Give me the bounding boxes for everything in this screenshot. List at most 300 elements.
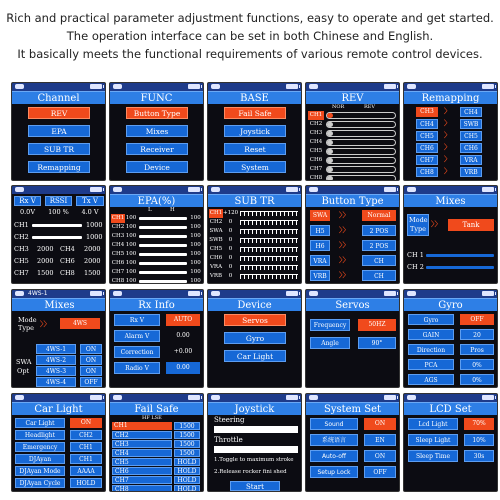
rx-info-value[interactable]: AUTO bbox=[166, 314, 200, 326]
menu-item-device[interactable]: Device bbox=[126, 161, 188, 173]
screen-title: LCD Set bbox=[404, 402, 497, 415]
rx-channel-value: 2000 bbox=[84, 245, 101, 253]
epa-channel: CH4 bbox=[111, 242, 125, 248]
fail-safe-channel: CH8 bbox=[112, 485, 172, 492]
system-setting-value[interactable]: ON bbox=[364, 450, 396, 462]
subtr-channel: VRB bbox=[209, 273, 223, 279]
epa-high-value[interactable]: 100 bbox=[190, 233, 201, 239]
rev-toggle[interactable] bbox=[326, 112, 396, 119]
rev-toggle[interactable] bbox=[326, 166, 396, 173]
car-icon bbox=[113, 395, 122, 400]
remap-target[interactable]: CH5 bbox=[460, 131, 482, 141]
remap-target[interactable]: SWB bbox=[460, 119, 482, 129]
joystick-screen bbox=[207, 393, 302, 492]
car-icon bbox=[407, 84, 416, 89]
mode-label: Mode bbox=[409, 216, 428, 224]
battery-icon bbox=[188, 187, 200, 192]
screen-title: Joystick bbox=[208, 402, 301, 415]
mixes-mode-value[interactable]: 4WS bbox=[60, 318, 100, 329]
rx-channel-value: 2000 bbox=[37, 257, 54, 265]
gyro-value[interactable]: OFF bbox=[460, 314, 494, 325]
epa-low-value[interactable]: 100 bbox=[125, 278, 137, 284]
system-setting-label: 系统语言 bbox=[310, 434, 358, 446]
menu-item-car-light[interactable]: Car Light bbox=[224, 350, 286, 362]
start-button[interactable]: Start bbox=[230, 481, 280, 491]
angle-value[interactable]: 90° bbox=[358, 337, 396, 349]
subtr-value[interactable]: +120 bbox=[223, 210, 239, 216]
epa-channel: CH8 bbox=[111, 278, 125, 284]
screen-title: Rx Info bbox=[110, 298, 203, 311]
rx-info-value[interactable]: 0.00 bbox=[166, 362, 200, 374]
car-light-value[interactable]: CH1 bbox=[70, 454, 102, 464]
chevron-right-icon: 〉〉 bbox=[40, 320, 51, 328]
epa-channel: CH3 bbox=[111, 233, 125, 239]
gyro-label: Direction bbox=[408, 344, 454, 355]
status-bar bbox=[110, 83, 203, 91]
gyro-label: Gyro bbox=[408, 314, 454, 325]
status-bar bbox=[404, 394, 497, 402]
car-icon bbox=[211, 291, 220, 296]
chevron-right-icon: 〉 bbox=[444, 107, 451, 115]
battery-icon bbox=[286, 395, 298, 400]
fail-safe-screen bbox=[109, 393, 204, 492]
battery-icon bbox=[90, 187, 102, 192]
car-icon bbox=[211, 187, 220, 192]
remap-source[interactable]: CH3 bbox=[416, 107, 438, 117]
fail-safe-value[interactable]: HOLD bbox=[174, 458, 200, 466]
mix-option-state[interactable]: ON bbox=[80, 355, 102, 365]
car-light-value[interactable]: CH1 bbox=[70, 442, 102, 452]
lcd-setting-value[interactable]: 70% bbox=[464, 418, 494, 430]
menu-item-mixes[interactable]: Mixes bbox=[126, 125, 188, 137]
gyro-value[interactable]: 0% bbox=[460, 374, 494, 385]
fail-safe-value[interactable]: HOLD bbox=[174, 485, 200, 492]
screen-title: Channel bbox=[12, 91, 105, 104]
screen-title: Mixes bbox=[404, 194, 497, 207]
menu-item-servos[interactable]: Servos bbox=[224, 314, 286, 326]
epa-low-value[interactable]: 100 bbox=[125, 269, 137, 275]
car-light-value[interactable]: CH2 bbox=[70, 430, 102, 440]
lcd-setting-value[interactable]: 10% bbox=[464, 434, 494, 446]
screen-title: Remapping bbox=[404, 91, 497, 104]
car-icon bbox=[309, 187, 318, 192]
frequency-value[interactable]: 50HZ bbox=[358, 319, 396, 331]
epa-high-value[interactable]: 100 bbox=[190, 242, 201, 248]
rx-status-screen bbox=[11, 185, 106, 284]
epa-screen bbox=[109, 185, 204, 284]
button-name: H6 bbox=[310, 240, 330, 251]
rx-channel-value: 1500 bbox=[84, 269, 101, 277]
rx-channel-label: CH8 bbox=[60, 269, 75, 277]
fail-safe-value[interactable]: HOLD bbox=[174, 476, 200, 484]
status-bar bbox=[208, 290, 301, 298]
angle-label: Angle bbox=[310, 337, 350, 349]
channel-screen bbox=[11, 82, 106, 181]
screen-body bbox=[306, 311, 400, 388]
car-light-label: DJAyan bbox=[15, 454, 65, 464]
screen-body bbox=[12, 194, 106, 277]
screen-title: FUNC bbox=[110, 91, 203, 104]
screen-body bbox=[110, 207, 204, 284]
mix-option[interactable]: 4WS-2 bbox=[36, 355, 76, 365]
rx-info-value[interactable]: 0.00 bbox=[166, 330, 200, 342]
epa-high-value[interactable]: 100 bbox=[190, 224, 201, 230]
rx-channel-value: 2000 bbox=[84, 257, 101, 265]
tx-v-header: Tx V bbox=[76, 196, 104, 206]
remap-target[interactable]: CH6 bbox=[460, 143, 482, 153]
car-icon bbox=[309, 395, 318, 400]
epa-channel: CH7 bbox=[111, 269, 125, 275]
subtr-value[interactable]: 0 bbox=[228, 264, 233, 270]
epa-high-value[interactable]: 100 bbox=[190, 215, 201, 221]
subtr-slider[interactable] bbox=[240, 247, 298, 252]
swa-label: SWA bbox=[16, 358, 32, 366]
subtr-channel: SWB bbox=[209, 237, 223, 243]
mix-option[interactable]: 4WS-4 bbox=[36, 377, 76, 387]
car-light-label: Headlight bbox=[15, 430, 65, 440]
mix-option-state[interactable]: ON bbox=[80, 366, 102, 376]
opt-label: Opt bbox=[17, 367, 30, 375]
status-bar bbox=[208, 394, 301, 402]
rssi-value: 100 % bbox=[48, 208, 69, 216]
rev-toggle-knob bbox=[327, 158, 333, 163]
battery-icon bbox=[286, 187, 298, 192]
car-light-value[interactable]: HOLD bbox=[70, 478, 102, 488]
screen-body bbox=[404, 207, 498, 284]
menu-item-receiver[interactable]: Receiver bbox=[126, 143, 188, 155]
lcd-setting-label: Lcd Light bbox=[408, 418, 458, 430]
rev-toggle[interactable] bbox=[326, 121, 396, 128]
screen-title: BASE bbox=[208, 91, 301, 104]
caption-line-2: The operation interface can be set in both Chinese and English. bbox=[66, 29, 434, 43]
fail-safe-value[interactable]: 1500 bbox=[174, 422, 200, 430]
remap-source[interactable]: CH4 bbox=[416, 119, 438, 129]
battery-icon bbox=[384, 291, 396, 296]
epa-bar bbox=[139, 244, 187, 247]
fail-safe-header: HF LSE bbox=[142, 415, 162, 421]
rev-toggle[interactable] bbox=[326, 157, 396, 164]
epa-bar bbox=[139, 235, 187, 238]
battery-icon bbox=[286, 84, 298, 89]
button-type-value[interactable]: 2 POS bbox=[362, 240, 396, 251]
frequency-label: Frequency bbox=[310, 319, 350, 331]
fail-safe-channel: CH6 bbox=[112, 467, 172, 475]
rx-channel-value: 1500 bbox=[37, 269, 54, 277]
func-screen bbox=[109, 82, 204, 181]
status-bar bbox=[208, 186, 301, 194]
battery-icon bbox=[482, 84, 494, 89]
battery-icon bbox=[482, 395, 494, 400]
remap-target[interactable]: CH4 bbox=[460, 107, 482, 117]
status-bar bbox=[404, 186, 497, 194]
subtr-channel: VRA bbox=[209, 264, 223, 270]
system-setting-label: Sound bbox=[310, 418, 358, 430]
rev-col-nor: NOR bbox=[332, 104, 345, 110]
car-light-label: DJAyan Cycle bbox=[15, 478, 65, 488]
subtr-slider[interactable] bbox=[240, 211, 298, 216]
remap-target[interactable]: VRB bbox=[460, 167, 482, 177]
car-light-label: DJAyan Mode bbox=[15, 466, 65, 476]
car-light-value[interactable]: AAAA bbox=[70, 466, 102, 476]
rx-info-value[interactable]: +0.00 bbox=[166, 346, 200, 358]
throttle-label: Throttle bbox=[214, 436, 243, 444]
car-light-value[interactable]: ON bbox=[70, 418, 102, 428]
subtr-slider[interactable] bbox=[240, 265, 298, 270]
rev-toggle[interactable] bbox=[326, 175, 396, 181]
gyro-label: PCA bbox=[408, 359, 454, 370]
subtr-value[interactable]: 0 bbox=[228, 237, 233, 243]
system-setting-value[interactable]: EN bbox=[364, 434, 396, 446]
subtr-channel: CH5 bbox=[209, 246, 223, 252]
ch2-label: CH 2 bbox=[407, 263, 424, 271]
device-screen bbox=[207, 289, 302, 388]
car-light-screen bbox=[11, 393, 106, 492]
battery-icon bbox=[188, 395, 200, 400]
car-icon bbox=[15, 84, 24, 89]
system-setting-value[interactable]: OFF bbox=[364, 466, 396, 478]
screen-body bbox=[404, 415, 498, 492]
subtr-slider[interactable] bbox=[240, 256, 298, 261]
rx-channel-label: CH1 bbox=[14, 221, 29, 229]
throttle-bar bbox=[214, 446, 298, 453]
screen-title: Mixes bbox=[12, 298, 106, 311]
subtr-value[interactable]: 0 bbox=[228, 246, 233, 252]
button-name: VRB bbox=[310, 270, 330, 281]
epa-bar bbox=[139, 271, 187, 274]
menu-item-system[interactable]: System bbox=[224, 161, 286, 173]
fail-safe-channel: CH7 bbox=[112, 476, 172, 484]
chevron-right-icon: 〉〉 bbox=[339, 256, 350, 264]
screen-body bbox=[110, 311, 204, 388]
fail-safe-value[interactable]: 1500 bbox=[174, 440, 200, 448]
rx-channel-value: 1000 bbox=[86, 221, 103, 229]
button-name: VRA bbox=[310, 255, 330, 266]
screen-title: SUB TR bbox=[208, 194, 301, 207]
menu-item-epa[interactable]: EPA bbox=[28, 125, 90, 137]
rev-toggle[interactable] bbox=[326, 139, 396, 146]
menu-item-fail-safe[interactable]: Fail Safe bbox=[224, 107, 286, 119]
rev-channel-label: CH3 bbox=[309, 130, 323, 136]
rev-toggle-knob bbox=[327, 149, 333, 154]
screen-body bbox=[12, 415, 106, 492]
car-icon bbox=[15, 291, 24, 296]
rev-toggle-knob bbox=[327, 122, 333, 127]
chevron-right-icon: 〉〉 bbox=[431, 220, 442, 228]
screen-title: Device bbox=[208, 298, 301, 311]
epa-low-value[interactable]: 100 bbox=[125, 233, 137, 239]
screen-body bbox=[110, 415, 204, 492]
rx-v-value: 0.0V bbox=[19, 208, 36, 216]
epa-low-value[interactable]: 100 bbox=[125, 215, 137, 221]
rev-col-rev: REV bbox=[364, 104, 376, 110]
rev-toggle[interactable] bbox=[326, 130, 396, 137]
car-icon bbox=[211, 84, 220, 89]
car-icon bbox=[15, 395, 24, 400]
subtr-value[interactable]: 0 bbox=[228, 219, 233, 225]
rx-info-screen bbox=[109, 289, 204, 388]
status-bar bbox=[110, 290, 203, 298]
status-bar bbox=[110, 394, 203, 402]
mix-option[interactable]: 4WS-1 bbox=[36, 344, 76, 354]
subtr-slider[interactable] bbox=[240, 220, 298, 225]
gyro-label: AGS bbox=[408, 374, 454, 385]
chevron-right-icon: 〉 bbox=[444, 143, 451, 151]
screen-body bbox=[208, 415, 302, 492]
epa-low-value[interactable]: 100 bbox=[125, 260, 137, 266]
subtr-value[interactable]: 0 bbox=[228, 228, 233, 234]
screen-title: Gyro bbox=[404, 298, 497, 311]
button-type-value[interactable]: CH bbox=[362, 270, 396, 281]
car-icon bbox=[113, 84, 122, 89]
remap-source[interactable]: CH8 bbox=[416, 167, 438, 177]
type-label: Type bbox=[410, 225, 427, 233]
battery-icon bbox=[384, 187, 396, 192]
remap-source[interactable]: CH7 bbox=[416, 155, 438, 165]
rev-screen bbox=[305, 82, 400, 181]
epa-channel: CH5 bbox=[111, 251, 125, 257]
car-icon bbox=[15, 187, 24, 192]
epa-bar bbox=[139, 280, 187, 283]
rev-toggle[interactable] bbox=[326, 148, 396, 155]
screen-body bbox=[306, 415, 400, 492]
servos-screen bbox=[305, 289, 400, 388]
status-bar bbox=[306, 290, 399, 298]
epa-low-value[interactable]: 100 bbox=[125, 242, 137, 248]
button-type-value[interactable]: 2 POS bbox=[362, 225, 396, 236]
subtr-value[interactable]: 0 bbox=[228, 255, 233, 261]
car-icon bbox=[113, 291, 122, 296]
lcd-setting-label: Sleep Light bbox=[408, 434, 458, 446]
rssi-header: RSSI bbox=[45, 196, 72, 206]
system-set-screen bbox=[305, 393, 400, 492]
subtr-value[interactable]: 0 bbox=[228, 273, 233, 279]
screen-title: System Set bbox=[306, 402, 399, 415]
menu-item-reset[interactable]: Reset bbox=[224, 143, 286, 155]
menu-item-remapping[interactable]: Remapping bbox=[28, 161, 90, 173]
epa-h-label: H bbox=[170, 207, 175, 213]
epa-low-value[interactable]: 100 bbox=[125, 224, 137, 230]
menu-item-joystick[interactable]: Joystick bbox=[224, 125, 286, 137]
fail-safe-value[interactable]: HOLD bbox=[174, 467, 200, 475]
subtr-slider[interactable] bbox=[240, 274, 298, 279]
gyro-value[interactable]: 0% bbox=[460, 359, 494, 370]
mixes-4ws-screen bbox=[11, 289, 106, 388]
screen-title: REV bbox=[306, 91, 399, 104]
subtr-slider[interactable] bbox=[240, 238, 298, 243]
battery-icon bbox=[90, 291, 102, 296]
epa-channel: CH6 bbox=[111, 260, 125, 266]
subtr-channel: CH2 bbox=[209, 219, 223, 225]
system-setting-label: Setup Lock bbox=[310, 466, 358, 478]
epa-high-value[interactable]: 100 bbox=[190, 260, 201, 266]
chevron-right-icon: 〉〉 bbox=[339, 271, 350, 279]
epa-high-value[interactable]: 100 bbox=[190, 269, 201, 275]
instruction-2: 2.Release rocker fini shed bbox=[214, 469, 287, 475]
system-setting-label: Auto-off bbox=[310, 450, 358, 462]
rx-channel-bar bbox=[32, 236, 82, 239]
menu-item-rev[interactable]: REV bbox=[28, 107, 90, 119]
subtr-slider[interactable] bbox=[240, 229, 298, 234]
status-bar bbox=[306, 186, 399, 194]
status-bar bbox=[12, 394, 105, 402]
rx-info-label: Radio V bbox=[114, 362, 160, 374]
rev-channel-label: CH6 bbox=[309, 157, 323, 163]
remap-target[interactable]: VRA bbox=[460, 155, 482, 165]
mixes-screen bbox=[403, 185, 498, 284]
mix-option-state[interactable]: OFF bbox=[80, 377, 102, 387]
button-type-value[interactable]: Normal bbox=[362, 210, 396, 221]
status-bar bbox=[306, 394, 399, 402]
remap-source[interactable]: CH6 bbox=[416, 143, 438, 153]
caption-line-1: Rich and practical parameter adjustment functions, easy to operate and get started. bbox=[6, 11, 494, 25]
gyro-value[interactable]: Pros bbox=[460, 344, 494, 355]
status-bar bbox=[208, 83, 301, 91]
epa-high-value[interactable]: 100 bbox=[190, 251, 201, 257]
menu-item-sub-tr[interactable]: SUB TR bbox=[28, 143, 90, 155]
car-icon bbox=[407, 291, 416, 296]
battery-icon bbox=[482, 187, 494, 192]
ch1-label: CH 1 bbox=[407, 251, 424, 259]
mix-option[interactable]: 4WS-3 bbox=[36, 366, 76, 376]
screen-body bbox=[12, 298, 106, 386]
system-setting-value[interactable]: ON bbox=[364, 418, 396, 430]
car-icon bbox=[113, 187, 122, 192]
lcd-setting-value[interactable]: 30s bbox=[464, 450, 494, 462]
fail-safe-value[interactable]: 1500 bbox=[174, 449, 200, 457]
rx-channel-value: 2000 bbox=[37, 245, 54, 253]
epa-l-label: L bbox=[148, 207, 152, 213]
button-type-value[interactable]: CH bbox=[362, 255, 396, 266]
screen-body bbox=[404, 104, 498, 181]
gyro-screen bbox=[403, 289, 498, 388]
epa-bar bbox=[139, 253, 187, 256]
rx-v-header: Rx V bbox=[14, 196, 41, 206]
mode-label: Mode bbox=[18, 316, 37, 324]
screen-body bbox=[12, 104, 106, 181]
button-name: SWA bbox=[310, 210, 330, 221]
rev-channel-label: CH7 bbox=[309, 166, 323, 172]
rx-info-label: Rx V bbox=[114, 314, 160, 326]
gyro-value[interactable]: 20 bbox=[460, 329, 494, 340]
lcd-set-screen bbox=[403, 393, 498, 492]
rx-channel-label: CH2 bbox=[14, 233, 29, 241]
car-icon bbox=[407, 395, 416, 400]
mixes-type-value[interactable]: Tank bbox=[448, 219, 494, 231]
mix-option-state[interactable]: ON bbox=[80, 344, 102, 354]
screen-body bbox=[404, 311, 498, 388]
rev-toggle-knob bbox=[327, 140, 333, 145]
fail-safe-value[interactable]: 1500 bbox=[174, 431, 200, 439]
remap-source[interactable]: CH5 bbox=[416, 131, 438, 141]
battery-icon bbox=[384, 84, 396, 89]
menu-item-gyro[interactable]: Gyro bbox=[224, 332, 286, 344]
battery-icon bbox=[90, 84, 102, 89]
screen-body bbox=[208, 311, 302, 388]
rx-channel-label: CH5 bbox=[14, 257, 29, 265]
chevron-right-icon: 〉 bbox=[444, 131, 451, 139]
epa-low-value[interactable]: 100 bbox=[125, 251, 137, 257]
epa-bar bbox=[139, 262, 187, 265]
ch2-bar bbox=[426, 266, 494, 269]
epa-high-value[interactable]: 100 bbox=[190, 278, 201, 284]
rev-channel-label: CH4 bbox=[309, 139, 323, 145]
chevron-right-icon: 〉 bbox=[444, 155, 451, 163]
menu-item-button-type[interactable]: Button Type bbox=[126, 107, 188, 119]
lcd-setting-label: Sleep Time bbox=[408, 450, 458, 462]
screen-title: EPA(%) bbox=[110, 194, 203, 207]
status-bar bbox=[12, 186, 105, 194]
epa-bar bbox=[139, 226, 187, 229]
